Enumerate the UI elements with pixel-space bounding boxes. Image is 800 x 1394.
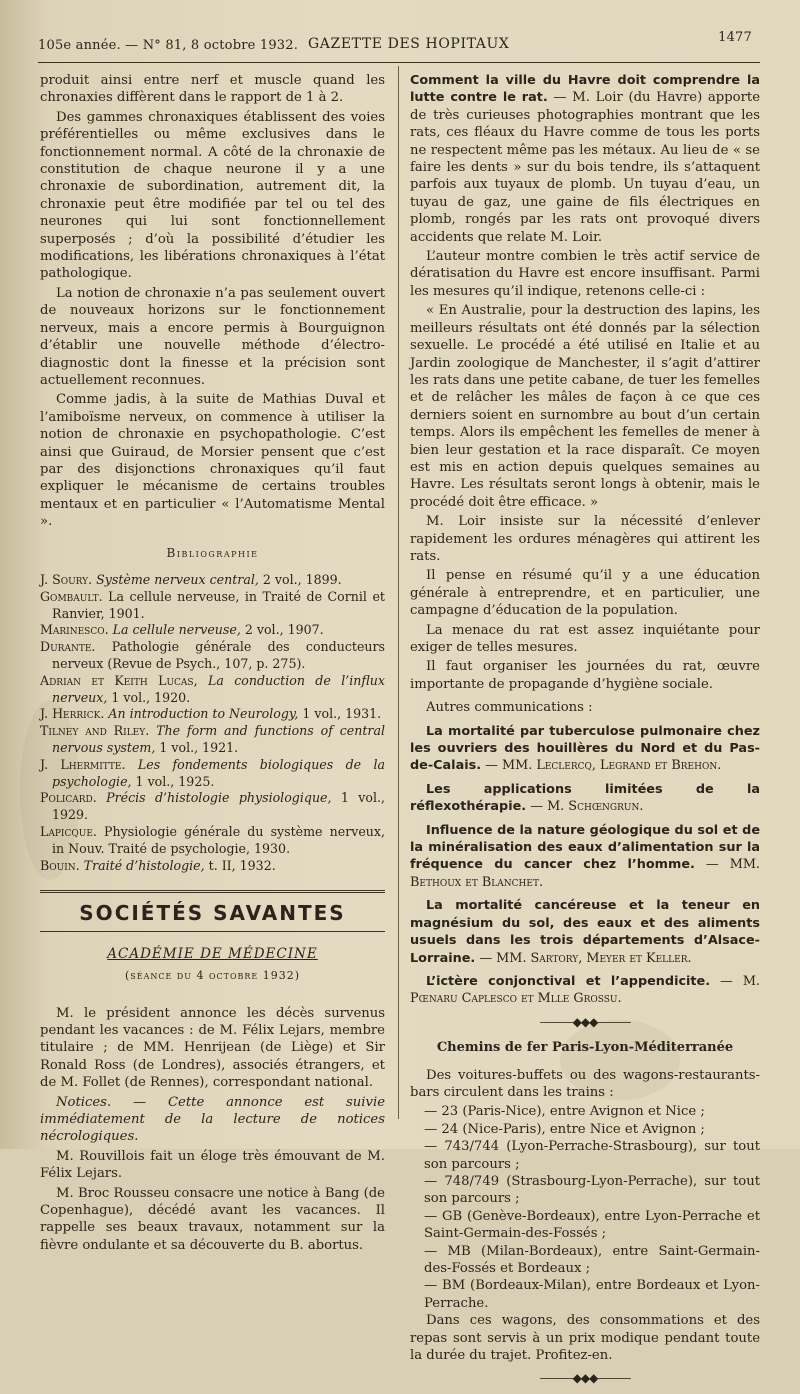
paragraph: Il pense en résumé qu’il y a une éducation générale à entreprendre, et en particulier, une campagne d’éducation de la population. <box>410 568 760 619</box>
havre-title: Comment la ville du Havre doit comprendre la lutte contre le rat. <box>410 73 760 106</box>
communication-item <box>410 973 760 1008</box>
bib-work: Traité d’histologie, <box>83 857 205 873</box>
communication-title: Les applications limitées de la réflexothérapie. <box>410 781 760 815</box>
communication-item <box>410 897 760 967</box>
communication-authors: — M. Pœnaru Caplesco et Mlle Grossu. <box>410 973 760 1007</box>
right-column <box>410 72 760 1394</box>
bibliography-entry <box>40 706 385 723</box>
bibliography-list <box>40 572 385 874</box>
bib-author: Policard. <box>40 790 97 806</box>
train-entry: — 24 (Nice-Paris), entre Nice et Avignon ; <box>424 1121 705 1137</box>
bibliography-entry <box>40 858 385 875</box>
paragraph: Des voitures-buffets ou des wagons-restaurants-bars circulent dans les trains : <box>410 1067 760 1100</box>
railway-heading: Chemins de fer Paris-Lyon-Méditerranée <box>436 1040 734 1056</box>
bibliography-entry <box>40 723 385 757</box>
bib-details: La cellule nerveuse, in Traité de Cornil et Ranvier, 1901. <box>52 588 385 621</box>
train-entry: — MB (Milan-Bordeaux), entre Saint-Germain-des-Fossés et Bordeaux ; <box>424 1243 760 1276</box>
paragraph: M. Rouvillois fait un éloge très émouvant de M. Félix Lejars. <box>40 1148 385 1182</box>
paragraph: M. le président annonce les décès survenus pendant les vacances : de M. Félix Lejars, membre titulaire ; de MM. Henrijean (de Liège) et Sir Ronald Ross (de Londres), associés étrangers, et de M. Follet (de Rennes), correspondant national. <box>40 1005 385 1091</box>
header-rule <box>38 62 760 63</box>
communication-item <box>410 723 760 775</box>
paragraph: M. Broc Rousseu consacre une notice à Bang (de Copenhague), décédé avant les vacances. Il rappelle ses beaux travaux, notamment sur la fièvre ondulante et sa découverte du B. abortus. <box>40 1185 385 1253</box>
train-entry: — BM (Bordeaux-Milan), entre Bordeaux et Lyon-Perrache. <box>424 1278 760 1311</box>
journal-title: GAZETTE DES HOPITAUX <box>308 36 510 52</box>
bib-details: 1 vol., 1920. <box>107 689 191 705</box>
bib-details: 1 vol., 1925. <box>131 773 215 789</box>
section-rule <box>40 890 385 899</box>
bib-author: Adrian et Keith Lucas, <box>40 672 198 688</box>
bib-work: An introduction to Neurology, <box>108 706 299 722</box>
bib-details: 1 vol., 1931. <box>298 706 382 722</box>
other-communications: Autres communications : <box>426 700 593 716</box>
bib-author: Marinesco. <box>40 622 109 638</box>
bib-details: 2 vol., 1907. <box>240 622 324 638</box>
train-list <box>410 1103 760 1312</box>
communication-item <box>410 822 760 892</box>
bib-details: t. II, 1932. <box>204 857 276 873</box>
bib-work: Système nerveux central, <box>96 571 259 587</box>
bibliography-entry <box>40 673 385 707</box>
bib-author: Tilney and Riley. <box>40 723 150 739</box>
paragraph: Notices. — Cette annonce est suivie immédiatement de la lecture de notices nécrologiques. <box>40 1094 385 1145</box>
bibliography-entry <box>40 639 385 673</box>
communication-item <box>410 781 760 816</box>
bib-details: Physiologie générale du système nerveux, in Nouv. Traité de psychologie, 1930. <box>52 823 385 856</box>
paragraph: Comme jadis, à la suite de Mathias Duval et l’amiboïsme nerveux, on commence à utiliser la notion de chronaxie en psychopathologie. C’est ainsi que Guiraud, de Morsier pensent que c’est par des disjonctions chronaxiques qu’il faut expliquer le mécanisme de certains troubles mentaux et en particulier « l’Automatisme Mental ». <box>40 392 385 530</box>
havre-paragraph <box>410 72 760 246</box>
bib-details: 1 vol., 1929. <box>52 790 385 823</box>
paragraph: M. Loir insiste sur la nécessité d’enlever rapidement les ordures ménagères qui attirent les rats. <box>410 514 760 564</box>
train-entry: — GB (Genève-Bordeaux), entre Lyon-Perrache et Saint-Germain-des-Fossés ; <box>424 1208 760 1242</box>
communication-title: Influence de la nature géologique du sol et de la minéralisation des eaux d’alimentation sur la fréquence du cancer chez l’homme. <box>410 822 760 873</box>
left-column <box>40 72 385 1256</box>
section-rule <box>40 931 385 932</box>
bib-author: Lapicque. <box>40 823 97 839</box>
communication-authors: — MM. Sartory, Meyer et Keller. <box>475 950 692 966</box>
page-header <box>38 30 752 58</box>
bibliography-entry <box>40 757 385 791</box>
bib-work: La cellule nerveuse, <box>112 622 241 638</box>
bib-work: Les fondements biologiques de la psychologie, <box>52 756 385 789</box>
paragraph: L’auteur montre combien le très actif service de dératisation du Havre est encore insuffisant. Parmi les mesures qu’il indique, retenons celle-ci : <box>410 249 760 299</box>
ornament-divider: ———◆◆◆——— <box>539 1371 631 1386</box>
train-entry: — 748/749 (Strasbourg-Lyon-Perrache), sur tout son parcours ; <box>424 1173 760 1207</box>
communication-title: La mortalité cancéreuse et la teneur en magnésium du sol, des eaux et des aliments usuels dans les trois départements d’Alsace-Lorraine. <box>410 898 760 966</box>
bib-author: J. Lhermitte. <box>40 756 126 772</box>
bib-work: La conduction de l’influx nerveux, <box>52 672 385 705</box>
bib-work: Précis d’histologie physiologique, <box>106 790 332 806</box>
ornament-divider: ———◆◆◆——— <box>539 1014 631 1029</box>
bib-author: J. Soury. <box>40 571 93 587</box>
communication-authors: — M. Schœngrun. <box>526 799 644 815</box>
section-title: SOCIÉTÉS SAVANTES <box>79 901 346 926</box>
bibliography-entry <box>40 589 385 623</box>
paragraph: La menace du rat est assez inquiétante pour exiger de telles mesures. <box>410 622 760 655</box>
paragraph: Dans ces wagons, des consommations et des repas sont servis à un prix modique pendant toute la durée du trajet. Profitez-en. <box>410 1313 760 1364</box>
communication-title: La mortalité par tuberculose pulmonaire chez les ouvriers des houillères du Nord et du Pas-de-Calais. <box>410 723 760 774</box>
communications-list <box>410 723 760 1008</box>
communication-title: L’ictère conjonctival et l’appendicite. <box>426 973 711 989</box>
communication-authors: — MM. Bethoux et Blanchet. <box>410 857 760 890</box>
bib-author: Gombault. <box>40 588 103 604</box>
bibliography-entry <box>40 572 385 589</box>
bibliography-entry <box>40 790 385 824</box>
train-entry: — 743/744 (Lyon-Perrache-Strasbourg), sur tout son parcours ; <box>424 1139 760 1172</box>
bib-details: 2 vol., 1899. <box>258 571 342 587</box>
train-entry: — 23 (Paris-Nice), entre Avignon et Nice ; <box>424 1104 705 1120</box>
bibliography-entry <box>40 824 385 858</box>
havre-text: — M. Loir (du Havre) apporte de très curieuses photographies montrant que les rats, ces fléaux du Havre comme de tous les ports ne respectent même pas les métaux. Au lieu de « se faire les dents » sur du bois tendre, ils s’attaquent parfois aux tuyaux de plomb. Un tuyau d’eau, un tuyau de gaz, une gaine de fils électriques en plomb, rongés par les rats ont provoqué divers accidents que relate M. Loir. <box>410 90 760 245</box>
communication-authors: — MM. Leclercq, Legrand et Brehon. <box>481 758 722 774</box>
bib-author: Durante. <box>40 639 96 655</box>
academy-heading: ACADÉMIE DE MÉDECINE <box>107 945 318 962</box>
session-date: (séance du 4 octobre 1932) <box>124 969 301 983</box>
bib-author: J. Herrick. <box>40 706 105 722</box>
paragraph: produit ainsi entre nerf et muscle quand les chronaxies diffèrent dans le rapport de 1 à 2. <box>40 73 385 106</box>
bib-author: Bouin. <box>40 857 80 873</box>
column-divider <box>398 66 399 1119</box>
paragraph: Des gammes chronaxiques établissent des voies préférentielles ou même exclusives dans le fonctionnement normal. A côté de la chronaxie de constitution de chaque neurone il y a une chronaxie de subordination, autrement dit, la chronaxie peut être modifiée par tel ou tel des neurones qui lui sont fonctionnellement superposés ; d’où la possibilité d’étudier les modifications, les libérations chronaxiques à l’état pathologique. <box>40 109 385 282</box>
page-number: 1477 <box>718 30 752 45</box>
bibliography-entry <box>40 622 385 639</box>
paragraph: « En Australie, pour la destruction des lapins, les meilleurs résultats ont été donnés par la sélection sexuelle. Le procédé a été utilisé en Italie et au Jardin zoologique de Manchester, il s’agit d’attirer les rats dans une petite cabane, de tuer les femelles et de relâcher les mâles de façon à ce que ces derniers soient en surnombre au bout d’un certain temps. Alors ils empêchent les femelles de mener à bien leur gestation et la race disparaît. Ce moyen est mis en action depuis quelques semaines au Havre. Les résultats seront longs à obtenir, mais le procédé doit être efficace. » <box>410 303 760 510</box>
bibliography-heading: Bibliographie <box>166 545 259 560</box>
paragraph: La notion de chronaxie n’a pas seulement ouvert de nouveaux horizons sur le fonctionnement nerveux, mais a encore permis à Bourguignon d’établir une nouvelle méthode d’électro-diagnostic dont la finesse et la précision sont actuellement reconnues. <box>40 285 385 388</box>
bib-work: The form and functions of central nervous system, <box>52 723 385 755</box>
bib-details: 1 vol., 1921. <box>155 739 239 755</box>
paragraph: Il faut organiser les journées du rat, œuvre importante de propagande d’hygiène sociale. <box>410 659 760 692</box>
bib-details: Pathologie générale des conducteurs nerveux (Revue de Psych., 107, p. 275). <box>52 639 385 671</box>
issue-line: 105e année. — N° 81, 8 octobre 1932. <box>38 38 299 53</box>
